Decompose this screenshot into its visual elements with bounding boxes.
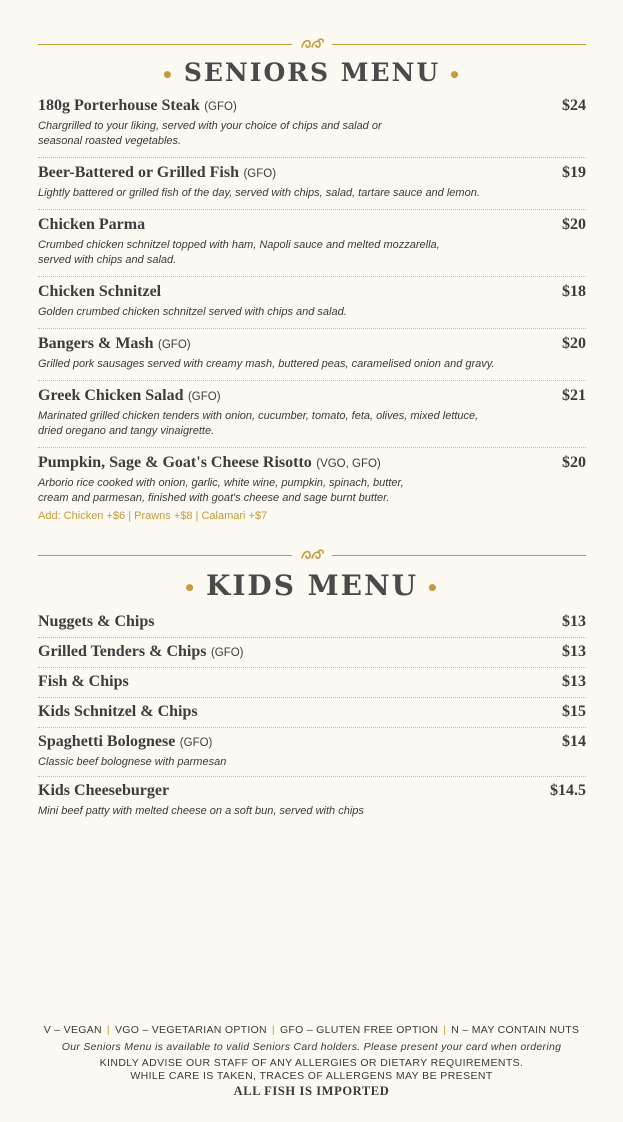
menu-item-price: $13 <box>562 643 586 660</box>
menu-item-title <box>38 97 237 115</box>
menu-item-dietary-tag: (GFO) <box>179 737 213 749</box>
seniors-menu-section <box>38 36 586 530</box>
menu-item-dietary-tag: (VGO, GFO) <box>316 458 381 470</box>
seniors-title-text: SENIORS MENU <box>183 58 441 87</box>
legend-separator: | <box>271 1024 275 1036</box>
menu-item-price: $18 <box>562 283 586 300</box>
legend-entry: N – MAY CONTAIN NUTS <box>451 1024 580 1036</box>
allergy-advice <box>0 1057 623 1083</box>
menu-item-dietary-tag: (GFO) <box>210 647 244 659</box>
menu-item-name: Kids Cheeseburger <box>38 782 170 799</box>
menu-item <box>38 638 586 668</box>
menu-item <box>38 277 586 329</box>
divider-line-right <box>332 44 586 45</box>
menu-item <box>38 728 586 777</box>
menu-item <box>38 91 586 158</box>
menu-item-header <box>38 97 586 115</box>
menu-item-price: $20 <box>562 216 586 233</box>
menu-item-price: $13 <box>562 673 586 690</box>
legend-entry: V – VEGAN <box>43 1024 102 1036</box>
menu-item-price: $20 <box>562 335 586 352</box>
legend-entry: GFO – GLUTEN FREE OPTION <box>279 1024 439 1036</box>
menu-item <box>38 448 586 530</box>
menu-item-description: Grilled pork sausages served with creamy mash, buttered peas, caramelised onion and gravy. <box>38 358 495 370</box>
menu-item-name: Greek Chicken Salad <box>38 387 184 404</box>
menu-item-title <box>38 454 381 472</box>
menu-item-name: Bangers & Mash <box>38 335 154 352</box>
menu-item <box>38 777 586 825</box>
menu-item <box>38 668 586 698</box>
menu-item <box>38 158 586 210</box>
menu-item-name: Kids Schnitzel & Chips <box>38 703 198 720</box>
menu-item-dietary-tag: (GFO) <box>204 101 237 113</box>
menu-item-name: Spaghetti Bolognese <box>38 733 176 750</box>
menu-item-header <box>38 643 586 661</box>
menu-item-title <box>38 703 198 721</box>
flourish-icon <box>292 547 332 563</box>
menu-item-dietary-tag: (GFO) <box>243 168 277 180</box>
legend-separator: | <box>106 1024 110 1036</box>
menu-item-description: Crumbed chicken schnitzel topped with ham, Napoli sauce and melted mozzarella, served with chips and salad. <box>38 239 440 266</box>
menu-item-header <box>38 283 586 301</box>
menu-item-description: Classic beef bolognese with parmesan <box>38 756 227 768</box>
dot-icon: • <box>426 575 441 600</box>
legend-entry: VGO – VEGETARIAN OPTION <box>114 1024 267 1036</box>
seniors-divider <box>38 36 586 52</box>
menu-item-price: $20 <box>562 454 586 471</box>
menu-item-name: Grilled Tenders & Chips <box>38 643 207 660</box>
menu-item <box>38 608 586 638</box>
dot-icon: • <box>448 62 463 87</box>
menu-item-title <box>38 283 161 301</box>
menu-item <box>38 381 586 448</box>
menu-item-title <box>38 613 154 631</box>
menu-item-title <box>38 733 212 751</box>
menu-item <box>38 698 586 728</box>
kids-item-list <box>38 608 586 825</box>
menu-item <box>38 329 586 381</box>
menu-item-description: Golden crumbed chicken schnitzel served with chips and salad. <box>38 306 347 318</box>
kids-menu-section <box>38 547 586 825</box>
menu-item-name: 180g Porterhouse Steak <box>38 97 200 114</box>
menu-item-price: $14 <box>562 733 586 750</box>
menu-item-header <box>38 387 586 405</box>
menu-item-header <box>38 782 586 800</box>
menu-item-name: Chicken Schnitzel <box>38 283 162 300</box>
dot-icon: • <box>183 575 198 600</box>
menu-item-price: $21 <box>562 387 586 404</box>
allergy-advice-line-1: KINDLY ADVISE OUR STAFF OF ANY ALLERGIES OR DIETARY REQUIREMENTS. <box>99 1057 524 1069</box>
menu-item-name: Nuggets & Chips <box>38 613 155 630</box>
menu-item-name: Chicken Parma <box>38 216 146 233</box>
seniors-item-list <box>38 91 586 530</box>
menu-item-price: $13 <box>562 613 586 630</box>
seniors-menu-title <box>38 58 586 87</box>
menu-item-header <box>38 613 586 631</box>
kids-menu-title <box>38 569 586 602</box>
menu-item-header <box>38 733 586 751</box>
menu-item-dietary-tag: (GFO) <box>158 339 191 351</box>
menu-item-price: $14.5 <box>550 782 586 799</box>
menu-item-header <box>38 673 586 691</box>
menu-item-title <box>38 673 129 691</box>
menu-item-description: Mini beef patty with melted cheese on a soft bun, served with chips <box>38 805 364 817</box>
menu-item-name: Beer-Battered or Grilled Fish <box>38 164 239 181</box>
menu-item-name: Pumpkin, Sage & Goat's Cheese Risotto <box>38 454 312 471</box>
menu-footer <box>0 1024 623 1099</box>
divider-line-right <box>332 555 586 556</box>
menu-item-price: $24 <box>562 97 586 114</box>
menu-item-description: Lightly battered or grilled fish of the day, served with chips, salad, tartare sauce and lemon. <box>38 187 480 199</box>
kids-title-text: KIDS MENU <box>205 569 419 602</box>
menu-item-dietary-tag: (GFO) <box>187 391 221 403</box>
menu-item-title <box>38 782 169 800</box>
divider-line-left <box>38 44 292 45</box>
menu-item-price: $19 <box>562 164 586 181</box>
menu-item-header <box>38 454 586 472</box>
kids-divider <box>38 547 586 563</box>
menu-item-header <box>38 703 586 721</box>
menu-item-title <box>38 335 191 353</box>
dietary-legend <box>0 1024 623 1036</box>
divider-line-left <box>38 555 292 556</box>
menu-item-name: Fish & Chips <box>38 673 129 690</box>
menu-item-description: Chargrilled to your liking, served with your choice of chips and salad or seasonal roasted vegetables. <box>38 120 382 147</box>
menu-item-description: Arborio rice cooked with onion, garlic, white wine, pumpkin, spinach, butter, cream and parmesan, finished with goat's cheese and sage burnt butter. <box>38 477 404 504</box>
menu-item-header <box>38 335 586 353</box>
menu-item-addons: Add: Chicken +$6 | Prawns +$8 | Calamari +$7 <box>38 510 268 522</box>
menu-item-header <box>38 164 586 182</box>
flourish-icon <box>292 36 332 52</box>
menu-item-title <box>38 164 276 182</box>
allergy-advice-line-2: WHILE CARE IS TAKEN, TRACES OF ALLERGENS MAY BE PRESENT <box>130 1070 493 1082</box>
dot-icon: • <box>161 62 176 87</box>
menu-item-description: Marinated grilled chicken tenders with onion, cucumber, tomato, feta, olives, mixed lettuce, dried oregano and tangy vinaigrette. <box>38 410 479 437</box>
seniors-card-note: Our Seniors Menu is available to valid Seniors Card holders. Please present your card when ordering <box>61 1041 562 1053</box>
fish-imported-notice: ALL FISH IS IMPORTED <box>233 1084 390 1098</box>
legend-separator: | <box>443 1024 447 1036</box>
menu-item-title <box>38 387 221 405</box>
menu-item-price: $15 <box>562 703 586 720</box>
menu-item <box>38 210 586 277</box>
menu-item-header <box>38 216 586 234</box>
menu-item-title <box>38 216 145 234</box>
menu-item-title <box>38 643 244 661</box>
